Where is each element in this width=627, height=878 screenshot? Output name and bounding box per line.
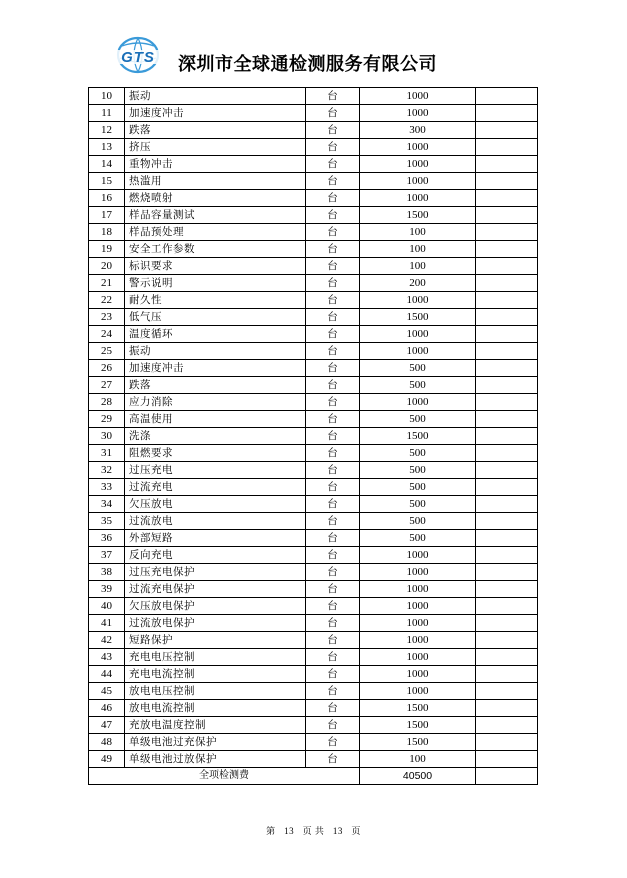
price-cell: 1500 bbox=[360, 700, 476, 717]
table-row bbox=[89, 581, 538, 598]
test-item-name: 高温使用 bbox=[125, 411, 306, 428]
row-number: 36 bbox=[89, 530, 125, 547]
table-row bbox=[89, 292, 538, 309]
unit-cell: 台 bbox=[306, 717, 360, 734]
test-item-name: 充电电流控制 bbox=[125, 666, 306, 683]
unit-cell: 台 bbox=[306, 411, 360, 428]
test-item-name: 外部短路 bbox=[125, 530, 306, 547]
remark-cell bbox=[476, 530, 538, 547]
table-row bbox=[89, 666, 538, 683]
table-row bbox=[89, 462, 538, 479]
unit-cell: 台 bbox=[306, 513, 360, 530]
test-item-name: 过压充电保护 bbox=[125, 564, 306, 581]
table-row bbox=[89, 139, 538, 156]
price-cell: 500 bbox=[360, 462, 476, 479]
footer-prefix: 第 bbox=[266, 826, 276, 836]
test-item-name: 阻燃要求 bbox=[125, 445, 306, 462]
table-row bbox=[89, 428, 538, 445]
footer-total-pages: 13 bbox=[332, 826, 343, 836]
test-item-name: 跌落 bbox=[125, 377, 306, 394]
row-number: 35 bbox=[89, 513, 125, 530]
test-item-name: 燃烧喷射 bbox=[125, 190, 306, 207]
price-cell: 1000 bbox=[360, 190, 476, 207]
row-number: 44 bbox=[89, 666, 125, 683]
table-row bbox=[89, 326, 538, 343]
remark-cell bbox=[476, 394, 538, 411]
test-item-name: 洗涤 bbox=[125, 428, 306, 445]
unit-cell: 台 bbox=[306, 615, 360, 632]
row-number: 22 bbox=[89, 292, 125, 309]
remark-cell bbox=[476, 88, 538, 105]
test-item-name: 充放电温度控制 bbox=[125, 717, 306, 734]
test-item-name: 温度循环 bbox=[125, 326, 306, 343]
price-cell: 500 bbox=[360, 513, 476, 530]
remark-cell bbox=[476, 156, 538, 173]
price-cell: 1000 bbox=[360, 598, 476, 615]
remark-cell bbox=[476, 258, 538, 275]
unit-cell: 台 bbox=[306, 156, 360, 173]
row-number: 17 bbox=[89, 207, 125, 224]
row-number: 48 bbox=[89, 734, 125, 751]
price-cell: 1000 bbox=[360, 564, 476, 581]
remark-cell bbox=[476, 309, 538, 326]
unit-cell: 台 bbox=[306, 292, 360, 309]
unit-cell: 台 bbox=[306, 224, 360, 241]
price-cell: 500 bbox=[360, 377, 476, 394]
row-number: 47 bbox=[89, 717, 125, 734]
unit-cell: 台 bbox=[306, 496, 360, 513]
row-number: 43 bbox=[89, 649, 125, 666]
row-number: 28 bbox=[89, 394, 125, 411]
remark-cell bbox=[476, 292, 538, 309]
remark-cell bbox=[476, 632, 538, 649]
price-cell: 1000 bbox=[360, 394, 476, 411]
price-cell: 1500 bbox=[360, 428, 476, 445]
unit-cell: 台 bbox=[306, 343, 360, 360]
unit-cell: 台 bbox=[306, 377, 360, 394]
table-row bbox=[89, 241, 538, 258]
price-cell: 1000 bbox=[360, 683, 476, 700]
remark-cell bbox=[476, 547, 538, 564]
fee-table-body bbox=[89, 88, 538, 768]
table-row bbox=[89, 530, 538, 547]
table-row bbox=[89, 377, 538, 394]
row-number: 30 bbox=[89, 428, 125, 445]
price-cell: 500 bbox=[360, 479, 476, 496]
table-row bbox=[89, 88, 538, 105]
table-row bbox=[89, 496, 538, 513]
test-item-name: 短路保护 bbox=[125, 632, 306, 649]
table-row bbox=[89, 224, 538, 241]
row-number: 42 bbox=[89, 632, 125, 649]
page-header bbox=[108, 36, 508, 78]
table-row bbox=[89, 649, 538, 666]
test-item-name: 欠压放电保护 bbox=[125, 598, 306, 615]
unit-cell: 台 bbox=[306, 700, 360, 717]
row-number: 19 bbox=[89, 241, 125, 258]
test-item-name: 样品预处理 bbox=[125, 224, 306, 241]
row-number: 29 bbox=[89, 411, 125, 428]
price-cell: 1000 bbox=[360, 547, 476, 564]
remark-cell bbox=[476, 734, 538, 751]
unit-cell: 台 bbox=[306, 598, 360, 615]
price-cell: 500 bbox=[360, 445, 476, 462]
remark-cell bbox=[476, 190, 538, 207]
table-row bbox=[89, 156, 538, 173]
remark-cell bbox=[476, 666, 538, 683]
remark-cell bbox=[476, 377, 538, 394]
test-item-name: 过流充电 bbox=[125, 479, 306, 496]
remark-cell bbox=[476, 139, 538, 156]
row-number: 39 bbox=[89, 581, 125, 598]
test-item-name: 热滥用 bbox=[125, 173, 306, 190]
unit-cell: 台 bbox=[306, 547, 360, 564]
price-cell: 1500 bbox=[360, 207, 476, 224]
price-cell: 200 bbox=[360, 275, 476, 292]
unit-cell: 台 bbox=[306, 462, 360, 479]
row-number: 32 bbox=[89, 462, 125, 479]
unit-cell: 台 bbox=[306, 173, 360, 190]
row-number: 15 bbox=[89, 173, 125, 190]
test-item-name: 加速度冲击 bbox=[125, 360, 306, 377]
row-number: 18 bbox=[89, 224, 125, 241]
footer-current-page: 13 bbox=[284, 826, 295, 836]
remark-cell bbox=[476, 564, 538, 581]
remark-cell bbox=[476, 598, 538, 615]
price-cell: 1000 bbox=[360, 173, 476, 190]
row-number: 13 bbox=[89, 139, 125, 156]
test-item-name: 过流放电 bbox=[125, 513, 306, 530]
remark-cell bbox=[476, 496, 538, 513]
test-item-name: 振动 bbox=[125, 343, 306, 360]
row-number: 34 bbox=[89, 496, 125, 513]
table-row bbox=[89, 513, 538, 530]
test-item-name: 挤压 bbox=[125, 139, 306, 156]
test-item-name: 重物冲击 bbox=[125, 156, 306, 173]
test-item-name: 跌落 bbox=[125, 122, 306, 139]
test-item-name: 低气压 bbox=[125, 309, 306, 326]
row-number: 21 bbox=[89, 275, 125, 292]
remark-cell bbox=[476, 462, 538, 479]
table-row bbox=[89, 411, 538, 428]
row-number: 12 bbox=[89, 122, 125, 139]
row-number: 45 bbox=[89, 683, 125, 700]
row-number: 31 bbox=[89, 445, 125, 462]
row-number: 41 bbox=[89, 615, 125, 632]
price-cell: 1500 bbox=[360, 734, 476, 751]
table-row bbox=[89, 734, 538, 751]
price-cell: 500 bbox=[360, 360, 476, 377]
remark-cell bbox=[476, 224, 538, 241]
table-row bbox=[89, 122, 538, 139]
table-row bbox=[89, 445, 538, 462]
table-row bbox=[89, 700, 538, 717]
unit-cell: 台 bbox=[306, 479, 360, 496]
price-cell: 1000 bbox=[360, 343, 476, 360]
test-item-name: 放电电压控制 bbox=[125, 683, 306, 700]
price-cell: 1000 bbox=[360, 615, 476, 632]
unit-cell: 台 bbox=[306, 309, 360, 326]
test-item-name: 反向充电 bbox=[125, 547, 306, 564]
price-cell: 1000 bbox=[360, 105, 476, 122]
price-cell: 1500 bbox=[360, 309, 476, 326]
unit-cell: 台 bbox=[306, 649, 360, 666]
remark-cell bbox=[476, 513, 538, 530]
test-item-name: 应力消除 bbox=[125, 394, 306, 411]
price-cell: 1500 bbox=[360, 717, 476, 734]
table-row bbox=[89, 683, 538, 700]
table-row bbox=[89, 190, 538, 207]
remark-cell bbox=[476, 581, 538, 598]
unit-cell: 台 bbox=[306, 190, 360, 207]
unit-cell: 台 bbox=[306, 326, 360, 343]
unit-cell: 台 bbox=[306, 241, 360, 258]
remark-cell bbox=[476, 275, 538, 292]
unit-cell: 台 bbox=[306, 428, 360, 445]
row-number: 23 bbox=[89, 309, 125, 326]
test-item-name: 加速度冲击 bbox=[125, 105, 306, 122]
remark-cell bbox=[476, 717, 538, 734]
price-cell: 1000 bbox=[360, 326, 476, 343]
test-item-name: 警示说明 bbox=[125, 275, 306, 292]
row-number: 38 bbox=[89, 564, 125, 581]
remark-cell bbox=[476, 411, 538, 428]
row-number: 49 bbox=[89, 751, 125, 768]
total-value: 40500 bbox=[360, 768, 476, 785]
test-item-name: 单级电池过充保护 bbox=[125, 734, 306, 751]
unit-cell: 台 bbox=[306, 564, 360, 581]
test-item-name: 充电电压控制 bbox=[125, 649, 306, 666]
unit-cell: 台 bbox=[306, 122, 360, 139]
price-cell: 100 bbox=[360, 241, 476, 258]
remark-cell bbox=[476, 360, 538, 377]
row-number: 37 bbox=[89, 547, 125, 564]
total-row bbox=[89, 768, 538, 785]
remark-cell bbox=[476, 751, 538, 768]
test-item-name: 振动 bbox=[125, 88, 306, 105]
remark-cell bbox=[476, 615, 538, 632]
unit-cell: 台 bbox=[306, 581, 360, 598]
company-name: 深圳市全球通检测服务有限公司 bbox=[178, 54, 437, 75]
test-item-name: 欠压放电 bbox=[125, 496, 306, 513]
row-number: 27 bbox=[89, 377, 125, 394]
unit-cell: 台 bbox=[306, 207, 360, 224]
remark-cell bbox=[476, 122, 538, 139]
row-number: 10 bbox=[89, 88, 125, 105]
logo-text: GTS bbox=[121, 49, 155, 66]
remark-cell bbox=[476, 479, 538, 496]
table-row bbox=[89, 547, 538, 564]
price-cell: 1000 bbox=[360, 88, 476, 105]
price-cell: 500 bbox=[360, 496, 476, 513]
row-number: 25 bbox=[89, 343, 125, 360]
table-row bbox=[89, 275, 538, 292]
table-row bbox=[89, 360, 538, 377]
remark-cell bbox=[476, 343, 538, 360]
test-item-name: 过压充电 bbox=[125, 462, 306, 479]
row-number: 14 bbox=[89, 156, 125, 173]
table-row bbox=[89, 598, 538, 615]
price-cell: 1000 bbox=[360, 666, 476, 683]
table-row bbox=[89, 258, 538, 275]
remark-cell bbox=[476, 241, 538, 258]
remark-cell bbox=[476, 173, 538, 190]
row-number: 16 bbox=[89, 190, 125, 207]
remark-cell bbox=[476, 207, 538, 224]
price-cell: 1000 bbox=[360, 292, 476, 309]
test-item-name: 单级电池过放保护 bbox=[125, 751, 306, 768]
row-number: 20 bbox=[89, 258, 125, 275]
remark-cell bbox=[476, 649, 538, 666]
table-row bbox=[89, 343, 538, 360]
unit-cell: 台 bbox=[306, 88, 360, 105]
row-number: 11 bbox=[89, 105, 125, 122]
unit-cell: 台 bbox=[306, 445, 360, 462]
remark-cell bbox=[476, 428, 538, 445]
remark-cell bbox=[476, 105, 538, 122]
test-item-name: 样品容量测试 bbox=[125, 207, 306, 224]
test-item-name: 放电电流控制 bbox=[125, 700, 306, 717]
price-cell: 100 bbox=[360, 224, 476, 241]
row-number: 33 bbox=[89, 479, 125, 496]
price-cell: 100 bbox=[360, 258, 476, 275]
footer-middle: 页 共 bbox=[302, 826, 325, 836]
unit-cell: 台 bbox=[306, 734, 360, 751]
unit-cell: 台 bbox=[306, 530, 360, 547]
price-cell: 1000 bbox=[360, 139, 476, 156]
table-row bbox=[89, 394, 538, 411]
total-label: 全项检测费 bbox=[89, 768, 360, 785]
remark-cell bbox=[476, 445, 538, 462]
test-item-name: 过流充电保护 bbox=[125, 581, 306, 598]
remark-cell bbox=[476, 683, 538, 700]
price-cell: 500 bbox=[360, 411, 476, 428]
unit-cell: 台 bbox=[306, 360, 360, 377]
unit-cell: 台 bbox=[306, 105, 360, 122]
test-item-name: 过流放电保护 bbox=[125, 615, 306, 632]
page-footer bbox=[0, 824, 627, 837]
table-row bbox=[89, 173, 538, 190]
unit-cell: 台 bbox=[306, 258, 360, 275]
total-extra-cell bbox=[476, 768, 538, 785]
table-row bbox=[89, 717, 538, 734]
row-number: 46 bbox=[89, 700, 125, 717]
price-cell: 1000 bbox=[360, 632, 476, 649]
price-cell: 300 bbox=[360, 122, 476, 139]
table-row bbox=[89, 105, 538, 122]
table-row bbox=[89, 615, 538, 632]
table-row bbox=[89, 564, 538, 581]
table-row bbox=[89, 751, 538, 768]
unit-cell: 台 bbox=[306, 275, 360, 292]
price-cell: 500 bbox=[360, 530, 476, 547]
unit-cell: 台 bbox=[306, 139, 360, 156]
test-item-name: 标识要求 bbox=[125, 258, 306, 275]
price-cell: 1000 bbox=[360, 156, 476, 173]
unit-cell: 台 bbox=[306, 666, 360, 683]
table-row bbox=[89, 207, 538, 224]
table-row bbox=[89, 632, 538, 649]
test-item-name: 耐久性 bbox=[125, 292, 306, 309]
unit-cell: 台 bbox=[306, 683, 360, 700]
row-number: 26 bbox=[89, 360, 125, 377]
table-row bbox=[89, 309, 538, 326]
footer-suffix: 页 bbox=[351, 826, 361, 836]
gts-logo-icon bbox=[108, 36, 168, 76]
row-number: 40 bbox=[89, 598, 125, 615]
test-item-name: 安全工作参数 bbox=[125, 241, 306, 258]
remark-cell bbox=[476, 326, 538, 343]
unit-cell: 台 bbox=[306, 751, 360, 768]
row-number: 24 bbox=[89, 326, 125, 343]
fee-table bbox=[88, 87, 538, 785]
unit-cell: 台 bbox=[306, 632, 360, 649]
unit-cell: 台 bbox=[306, 394, 360, 411]
remark-cell bbox=[476, 700, 538, 717]
price-cell: 100 bbox=[360, 751, 476, 768]
table-row bbox=[89, 479, 538, 496]
price-cell: 1000 bbox=[360, 649, 476, 666]
price-cell: 1000 bbox=[360, 581, 476, 598]
